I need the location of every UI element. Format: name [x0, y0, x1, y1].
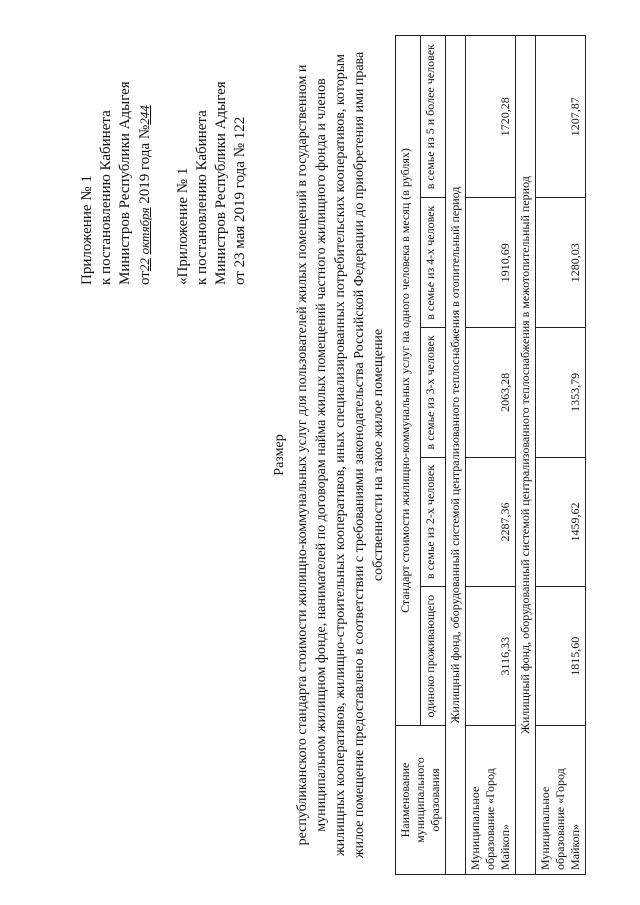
header-municipality: Наименование муниципального образования: [396, 726, 446, 875]
row-name: Муниципальное образование «Город Майкоп»: [536, 726, 586, 875]
table-row: [466, 36, 516, 875]
appendix-line: Приложение № 1: [79, 175, 95, 285]
value-cell: 1280,03: [536, 198, 586, 328]
value-cell: 1207,87: [536, 36, 586, 198]
date-year: 2019 года №: [137, 124, 153, 204]
value-cell: 2287,36: [466, 457, 516, 587]
appendix-header-original: [174, 81, 250, 285]
appendix-line: «Приложение № 1: [175, 167, 191, 285]
value-cell: 1459,62: [536, 457, 586, 587]
section-row: [516, 36, 536, 875]
title-text: республиканского стандарта стоимости жилищно-коммунальных услуг для пользователей жилых помещений в государственном и муниципальном жилищном фонде, нанимателей по договорам найма жилых помещений частного жилищного фонда и членов жилищных кооперативов, жилищно-строительных кооперативов, иных специализированных потребительских кооперативов, которым жилое помещение предоставлено в соответствии с требованиями законодательства Российской Федерации до приобретения ими права собственности на такое жилое помещение: [295, 51, 386, 859]
table-header-row: [396, 36, 421, 875]
row-name: Муниципальное образование «Город Майкоп»: [466, 726, 516, 875]
date-prefix: от: [137, 271, 153, 285]
subheader-cell: одиноко проживающего: [421, 587, 446, 726]
appendix-line: к постановлению Кабинета: [98, 110, 114, 285]
date-month: октября: [137, 207, 152, 255]
subheader-cell: в семье из 5 и более человек: [421, 36, 446, 198]
section-row: [446, 36, 466, 875]
value-cell: 2063,28: [466, 328, 516, 458]
appendix-date-line: [135, 81, 155, 285]
appendix-line: Министров Республики Адыгея: [213, 81, 229, 285]
appendix-line: Министров Республики Адыгея: [117, 81, 133, 285]
appendix-line: к постановлению Кабинета: [194, 110, 210, 285]
value-cell: 1910,69: [466, 198, 516, 328]
cost-standard-table: [395, 35, 586, 875]
document-title: [270, 45, 388, 865]
title-heading: Размер: [272, 434, 287, 476]
subheader-cell: в семье из 3-х человек: [421, 328, 446, 458]
appendix-line: от 23 мая 2019 года № 122: [232, 116, 248, 285]
header-standard: Стандарт стоимости жилищно-коммунальных услуг на одного человека в месяц (в рублях): [396, 36, 421, 726]
subheader-cell: в семье из 4-х человек: [421, 198, 446, 328]
value-cell: 1720,28: [466, 36, 516, 198]
table-row: [536, 36, 586, 875]
section-title: Жилищный фонд, оборудованный системой централизованного теплоснабжения в межотопительный период: [516, 36, 536, 875]
section-title: Жилищный фонд, оборудованный системой централизованного теплоснабжения в отопительный период: [446, 36, 466, 875]
value-cell: 3116,33: [466, 587, 516, 726]
subheader-cell: в семье из 2-х человек: [421, 457, 446, 587]
value-cell: 1353,79: [536, 328, 586, 458]
appendix-header-new: [78, 81, 155, 285]
date-day: 22: [137, 258, 152, 272]
resolution-number: 244: [137, 105, 152, 125]
value-cell: 1815,60: [536, 587, 586, 726]
